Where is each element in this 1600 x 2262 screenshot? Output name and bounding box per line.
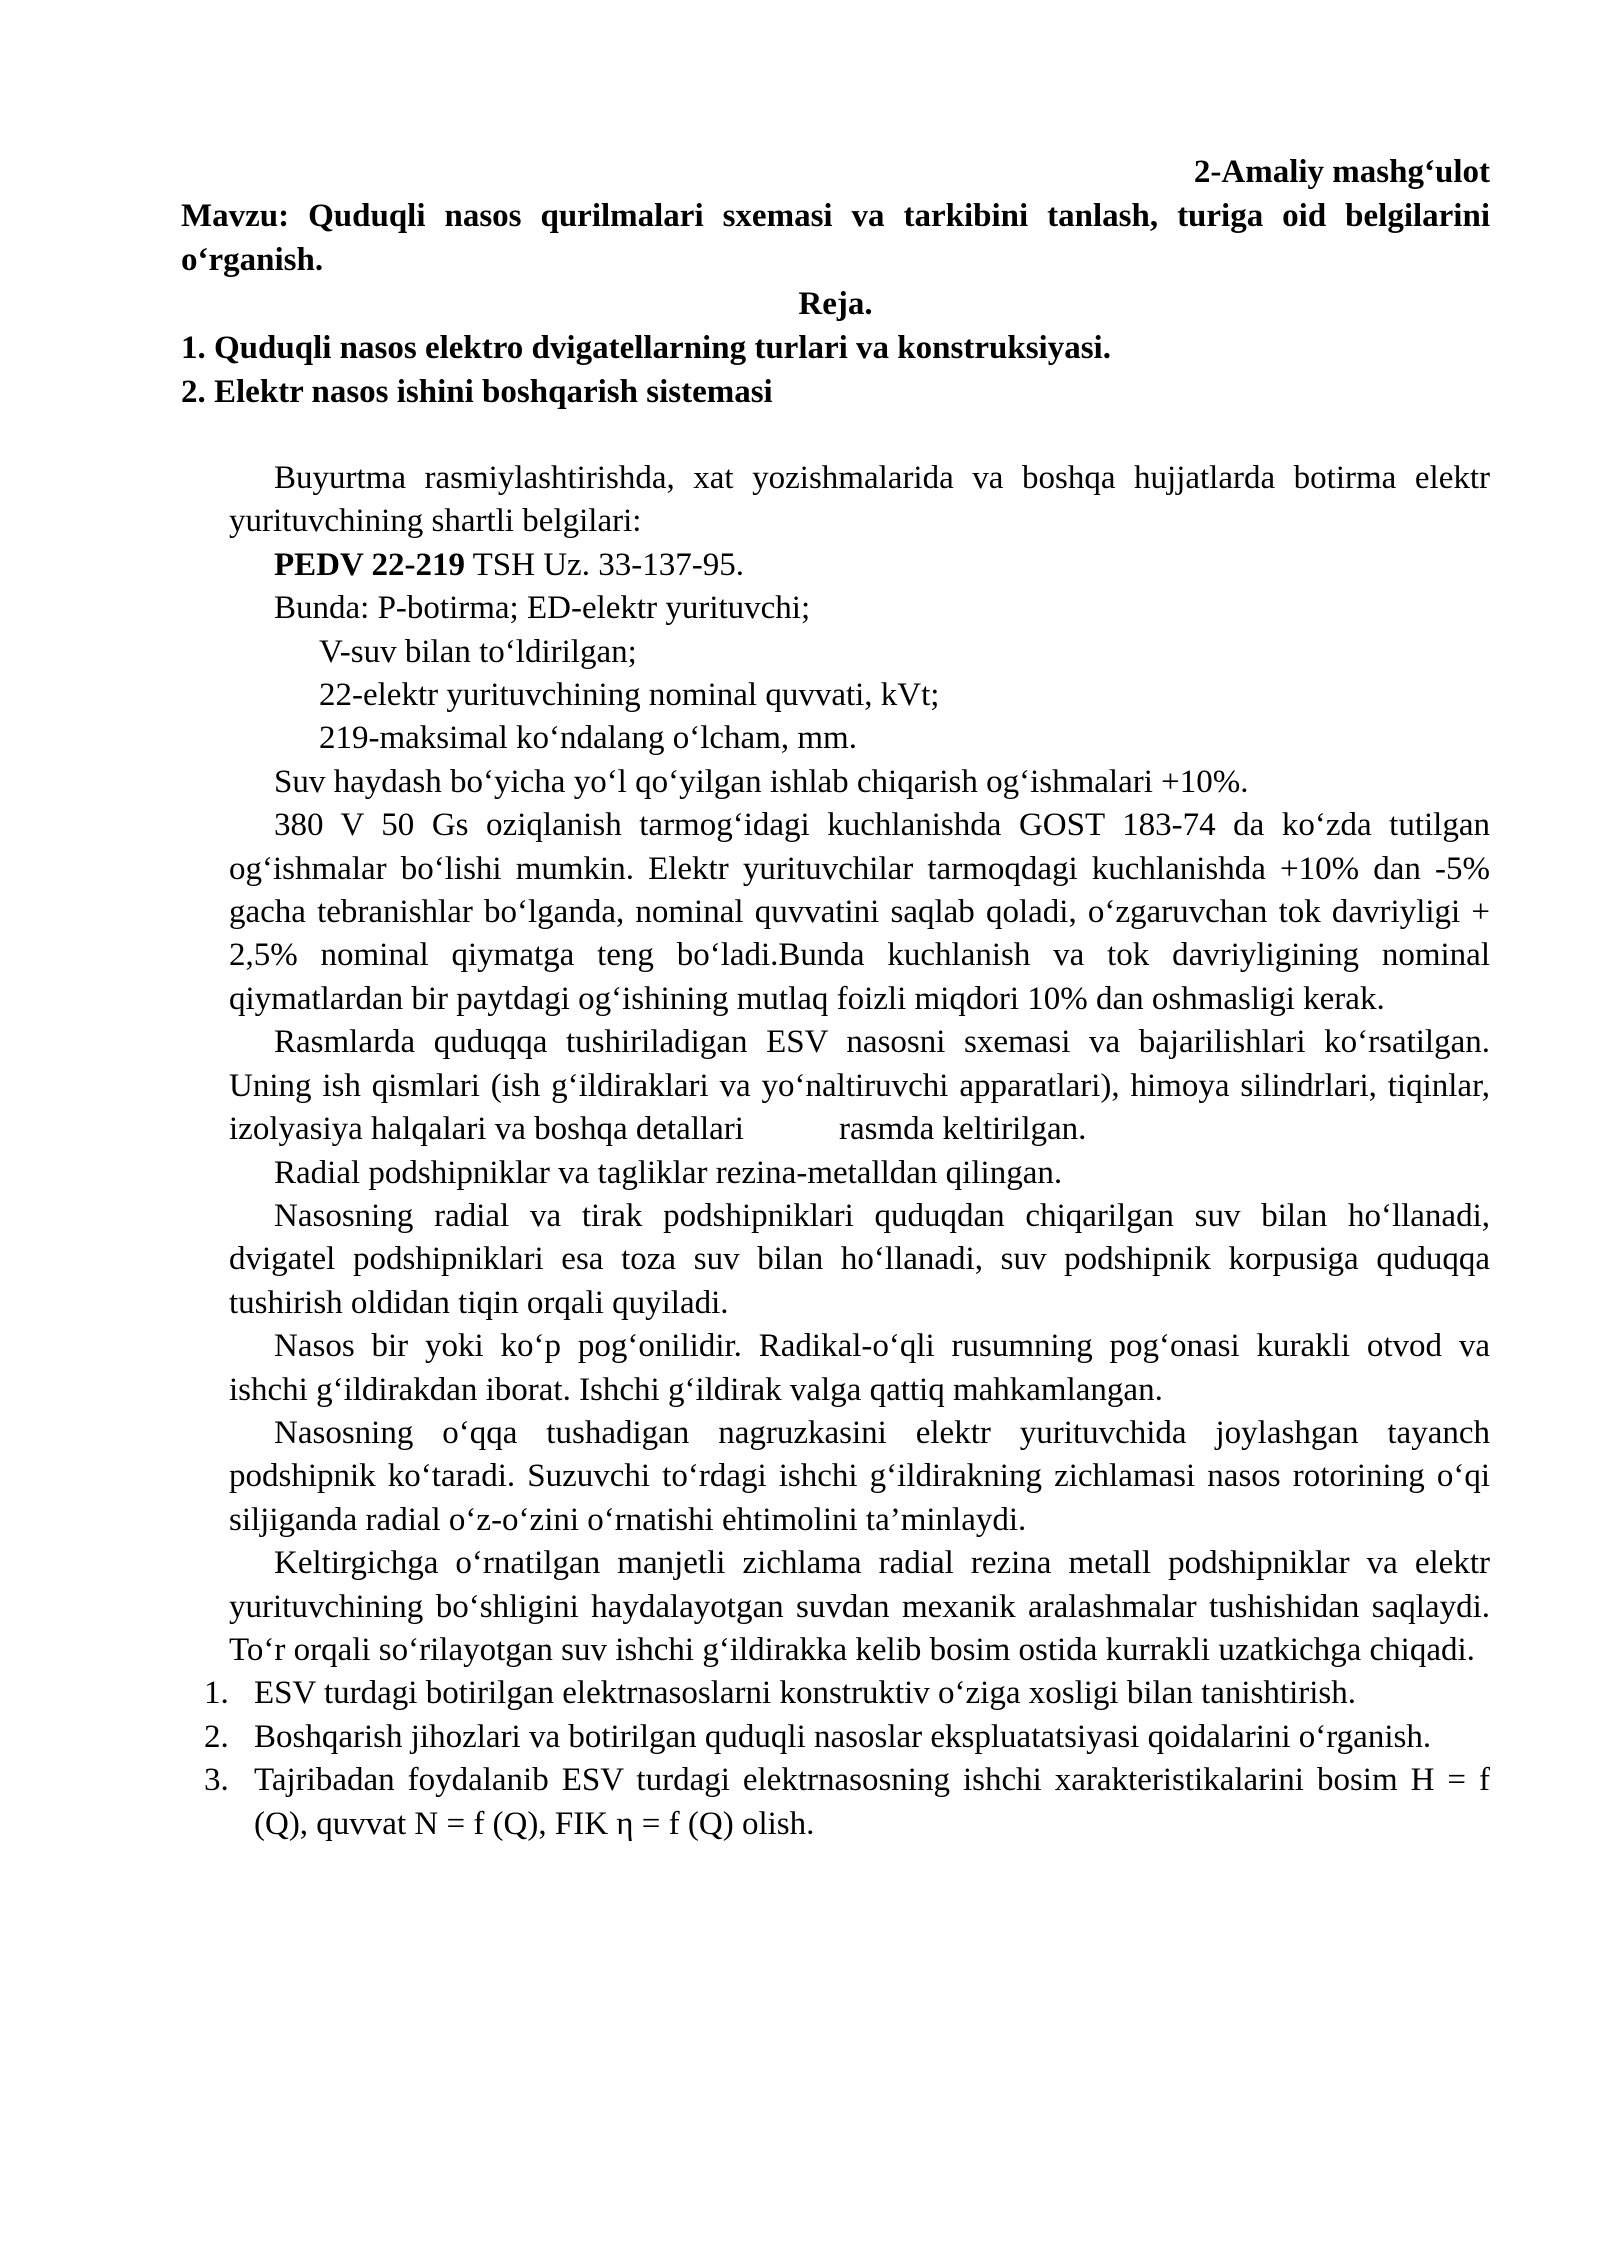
legend-22: 22-elektr yurituvchining nominal quvvati, kVt; <box>319 677 940 714</box>
task-item-1 <box>204 1672 1490 1715</box>
paragraph-bearings: Nasosning radial va tirak podshipniklari quduqdan chiqarilgan suv bilan ho‘llanadi, dvigatel podshipniklari esa toza suv bilan ho‘llanadi, suv podshipnik korpusiga quduqqa tushirish oldidan tiqin orqali quyiladi. <box>229 1197 1490 1321</box>
paragraph-axial-load: Nasosning o‘qqa tushadigan nagruzkasini elektr yurituvchida joylashgan tayanch podshipnik ko‘taradi. Suzuvchi to‘rdagi ishchi g‘ildirakning zichlamasi nasos rotorining o‘qi siljiganda radial o‘z-o‘zini o‘rnatishi ehtimolini ta’minlaydi. <box>229 1414 1490 1538</box>
topic-heading: Mavzu: Quduqli nasos qurilmalari sxemasi va tarkibini tanlash, turiga oid belgilarini o‘rganish. <box>181 198 1490 278</box>
paragraph-figures <box>229 1021 1490 1151</box>
designation-code: PEDV 22-219 <box>274 546 465 583</box>
plan-item-2: 2. Elektr nasos ishini boshqarish sistemasi <box>181 374 773 410</box>
task-number: 1. <box>204 1675 229 1712</box>
legend-bunda: Bunda: P-botirma; ED-elektr yurituvchi; <box>274 590 811 627</box>
document-body <box>204 457 1490 1846</box>
legend-219: 219-maksimal ko‘ndalang o‘lcham, mm. <box>319 720 857 757</box>
legend-v: V-suv bilan to‘ldirilgan; <box>319 633 637 670</box>
paragraph-intro: Buyurtma rasmiylashtirishda, xat yozishmalarida va boshqa hujjatlarda botirma elektr yurituvchining shartli belgilari: <box>229 460 1490 540</box>
task-text: ESV turdagi botirilgan elektrnasoslarni konstruktiv o‘ziga xosligi bilan tanishtirish. <box>254 1675 1356 1712</box>
designation-line <box>229 544 1490 587</box>
paragraph-seal: Keltirgichga o‘rnatilgan manjetli zichlama radial rezina metall podshipniklar va elektr yurituvchining bo‘shligini haydalayotgan suvdan mexanik aralashmalar tushishidan saqlaydi. To‘r orqali so‘rilayotgan suv ishchi g‘ildirakka kelib bosim ostida kurrakli uzatkichga chiqadi. <box>229 1545 1490 1668</box>
task-text: Boshqarish jihozlari va botirilgan quduqli nasoslar ekspluatatsiyasi qoidalarini o‘rganish. <box>254 1718 1432 1755</box>
task-number: 2. <box>204 1718 229 1755</box>
plan-item-1: 1. Quduqli nasos elektro dvigatellarning turlari va konstruksiyasi. <box>181 330 1111 366</box>
paragraph-voltage: 380 V 50 Gs oziqlanish tarmog‘idagi kuchlanishda GOST 183-74 da ko‘zda tutilgan og‘ishmalar bo‘lishi mumkin. Elektr yurituvchilar tarmoqdagi kuchlanishda +10% dan -5% gacha tebranishlar bo‘lganda, nominal quvvatini saqlab qoladi, o‘zgaruvchan tok davriyligi + 2,5% nominal qiymatga teng bo‘ladi.Bunda kuchlanish va tok davriyligining nominal qiymatlardan bir paytdagi og‘ishining mutlaq foizli miqdori 10% dan oshmasligi kerak. <box>229 807 1490 1017</box>
paragraph-stages: Nasos bir yoki ko‘p pog‘onilidir. Radikal-o‘qli rusumning pog‘onasi kurakli otvod va ishchi g‘ildirakdan iborat. Ishchi g‘ildirak valga qattiq mahkamlangan. <box>229 1328 1490 1408</box>
task-text: Tajribadan foydalanib ESV turdagi elektrnasosning ishchi xarakteristikalarini bosim H = f (Q), quvvat N = f (Q), FIK η = f (Q) olish. <box>254 1762 1490 1842</box>
paragraph-deviation: Suv haydash bo‘yicha yo‘l qo‘yilgan ishlab chiqarish og‘ishmalari +10%. <box>274 763 1249 800</box>
paragraph-figures-tail: rasmda keltirilgan. <box>838 1111 1087 1148</box>
task-item-2 <box>204 1716 1490 1759</box>
document-header <box>181 150 1490 414</box>
task-number: 3. <box>204 1762 229 1799</box>
paragraph-figures-text: Rasmlarda quduqqa tushiriladigan ESV nasosni sxemasi va bajarilishlari ko‘rsatilgan. Uning ish qismlari (ish g‘ildiraklari va yo‘naltiruvchi apparatlari), himoya silindrlari, tiqinlar, izolyasiya halqalari va boshqa detallari <box>229 1024 1490 1148</box>
designation-standard: TSH Uz. 33-137-95. <box>464 546 744 583</box>
practice-title: 2-Amaliy mashg‘ulot <box>1193 154 1490 190</box>
paragraph-radial: Radial podshipniklar va tagliklar rezina-metalldan qilingan. <box>274 1154 1063 1191</box>
plan-title: Reja. <box>798 286 873 322</box>
task-item-3 <box>204 1759 1490 1846</box>
